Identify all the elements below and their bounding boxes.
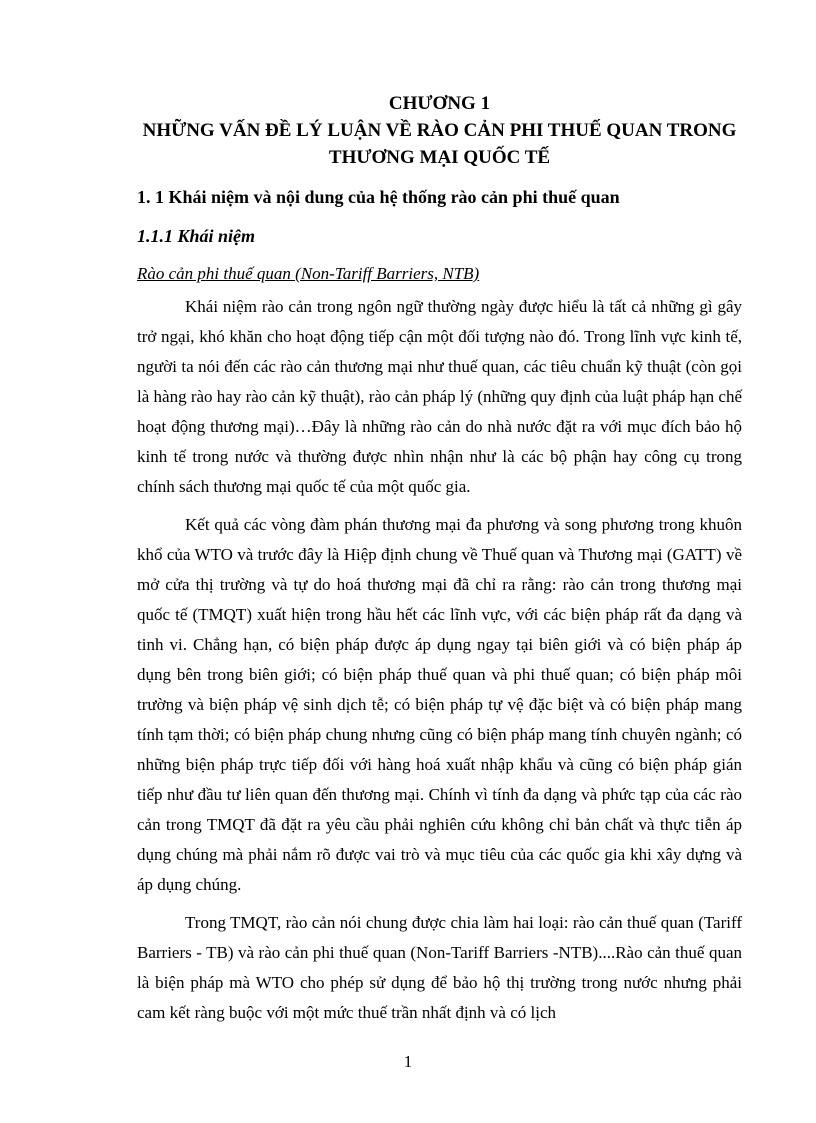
body-paragraph: Trong TMQT, rào cản nói chung được chia làm hai loại: rào cản thuế quan (Tariff Barriers - TB) và rào cản phi thuế quan (Non-Tariff Barriers -NTB)....Rào cản thuế quan là biện pháp mà WTO cho phép sử dụng để bảo hộ thị trường trong nước nhưng phải cam kết ràng buộc với một mức thuế trần nhất định và có lịch xyxy=(137,913,742,1022)
document-page xyxy=(137,90,742,1028)
chapter-title-block xyxy=(137,90,742,171)
body-paragraph: Kết quả các vòng đàm phán thương mại đa phương và song phương trong khuôn khổ của WTO và trước đây là Hiệp định chung về Thuế quan và Thương mại (GATT) về mở cửa thị trường và tự do hoá thương mại đã chỉ ra rằng: rào cản trong thương mại quốc tế (TMQT) xuất hiện trong hầu hết các lĩnh vực, với các biện pháp rất đa dạng và tinh vi. Chẳng hạn, có biện pháp được áp dụng ngay tại biên giới và có biện pháp áp dụng bên trong biên giới; có biện pháp thuế quan và phi thuế quan; có biện pháp môi trường và biện pháp vệ sinh dịch tễ; có biện pháp tự vệ đặc biệt và có biện pháp mang tính tạm thời; có biện pháp chung nhưng cũng có biện pháp mang tính chuyên ngành; có những biện pháp trực tiếp đối với hàng hoá xuất nhập khẩu và cũng có biện pháp gián tiếp như đầu tư liên quan đến thương mại. Chính vì tính đa dạng và phức tạp của các rào cản trong TMQT đã đặt ra yêu cầu phải nghiên cứu không chỉ bản chất và thực tiễn áp dụng chúng mà phải nắm rõ được vai trò và mục tiêu của các quốc gia khi xây dựng và áp dụng chúng. xyxy=(137,515,742,894)
section-heading: 1. 1 Khái niệm và nội dung của hệ thống rào cản phi thuế quan xyxy=(137,187,620,207)
chapter-title-line-2: THƯƠNG MẠI QUỐC TẾ xyxy=(328,147,551,168)
term-heading: Rào cản phi thuế quan (Non-Tariff Barriers, NTB) xyxy=(137,264,480,283)
chapter-title-line-1: NHỮNG VẤN ĐỀ LÝ LUẬN VỀ RÀO CẢN PHI THUẾ QUAN TRONG xyxy=(142,120,737,141)
subsection-heading: 1.1.1 Khái niệm xyxy=(137,226,256,246)
body-paragraph: Khái niệm rào cản trong ngôn ngữ thường ngày được hiểu là tất cả những gì gây trở ngại, khó khăn cho hoạt động tiếp cận một đối tượng nào đó. Trong lĩnh vực kinh tế, người ta nói đến các rào cản thương mại như thuế quan, các tiêu chuẩn kỹ thuật (còn gọi là hàng rào hay rào cản kỹ thuật), rào cản pháp lý (những quy định của luật pháp hạn chế hoạt động thương mại)…Đây là những rào cản do nhà nước đặt ra với mục đích bảo hộ kinh tế trong nước và thường được nhìn nhận như là các bộ phận hay công cụ trong chính sách thương mại quốc tế của một quốc gia. xyxy=(137,297,742,496)
page-number: 1 xyxy=(403,1052,413,1071)
chapter-label: CHƯƠNG 1 xyxy=(388,93,491,114)
